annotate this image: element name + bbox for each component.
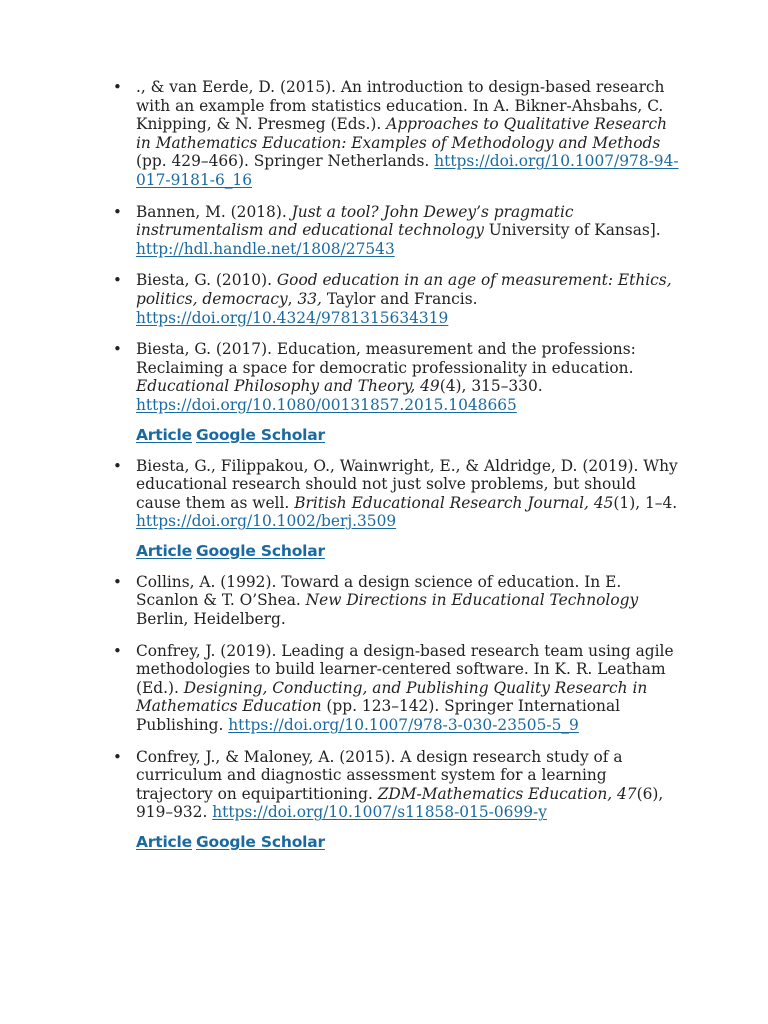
reference-journal: Educational Philosophy and Theory, 49 <box>136 377 440 396</box>
reference-journal: British Educational Research Journal, 45 <box>294 493 614 512</box>
reference-text: Biesta, G. (2017). Education, measurement and the professions: Reclaiming a space for democratic professionality in education. <box>136 340 636 377</box>
article-link[interactable]: Article <box>136 425 192 444</box>
doi-link[interactable]: https://doi.org/10.1007/978-94-017-9181-6_16 <box>136 152 679 189</box>
article-link[interactable]: Article <box>136 833 192 851</box>
reference-text: Biesta, G. (2010). <box>136 271 277 290</box>
doi-link[interactable]: https://doi.org/10.1007/978-3-030-23505-5_9 <box>228 716 579 735</box>
google-scholar-link[interactable]: Google Scholar <box>195 541 325 560</box>
article-link[interactable]: Article <box>136 541 192 560</box>
reference-text: (pp. 123–142). Springer International Publishing. <box>136 697 621 735</box>
reference-item <box>136 78 681 190</box>
reference-text: Bannen, M. (2018). <box>136 202 292 221</box>
reference-title: New Directions in Educational Technology <box>305 591 639 610</box>
reference-item <box>136 340 681 414</box>
doi-link[interactable]: https://doi.org/10.1080/00131857.2015.1048665 <box>136 395 517 414</box>
reference-item <box>136 573 681 629</box>
doi-link[interactable]: https://doi.org/10.4324/9781315634319 <box>136 308 449 327</box>
reference-text: University of Kansas]. <box>483 221 661 240</box>
reference-volume: 33, <box>297 289 322 308</box>
reference-item <box>136 642 681 735</box>
reference-text: Berlin, Heidelberg. <box>136 610 286 629</box>
reference-item <box>136 748 681 822</box>
reference-item <box>136 203 681 259</box>
google-scholar-link[interactable]: Google Scholar <box>195 425 325 444</box>
reference-text: Confrey, J. (2019). Leading a design-based research team using agile methodologies to build learner-centered software. In K. R. Leatham (Ed.). <box>136 641 674 697</box>
doi-link[interactable]: https://doi.org/10.1007/s11858-015-0699-y <box>212 803 547 822</box>
reference-text: Biesta, G., Filippakou, O., Wainwright, E., & Aldridge, D. (2019). Why educational research should not just solve problems, but should cause them as well. <box>136 456 678 512</box>
reference-text: Confrey, J., & Maloney, A. (2015). A design research study of a curriculum and diagnostic assessment system for a learning trajectory on equipartitioning. <box>136 747 623 803</box>
reference-text: ., & van Eerde, D. (2015). An introduction to design-based research with an example from statistics education. In A. Bikner-Ahsbahs, C. Knipping, & N. Presmeg (Eds.). <box>136 78 665 134</box>
reference-item <box>136 457 681 531</box>
handle-link[interactable]: http://hdl.handle.net/1808/27543 <box>136 239 395 258</box>
reference-item <box>136 271 681 327</box>
reference-text: Collins, A. (1992). Toward a design science of education. In E. Scanlon & T. O’Shea. <box>136 572 622 610</box>
reference-text: , <box>287 289 298 308</box>
reference-title: Designing, Conducting, and Publishing Quality Research in Mathematics Education <box>136 678 648 716</box>
reference-title: Approaches to Qualitative Research in Mathematics Education: Examples of Methodology and Methods <box>136 115 668 152</box>
reference-actions <box>136 833 681 851</box>
reference-actions <box>136 426 681 444</box>
reference-text: (6), 919–932. <box>136 784 664 822</box>
reference-journal: ZDM-Mathematics Education, 47 <box>377 784 637 803</box>
reference-actions <box>136 542 681 560</box>
reference-text: Taylor and Francis. <box>321 289 478 308</box>
reference-title: Just a tool? John Dewey’s pragmatic instrumentalism and educational technology <box>136 202 574 240</box>
reference-title: Good education in an age of measurement: Ethics, politics, democracy <box>136 271 672 308</box>
doi-link[interactable]: https://doi.org/10.1002/berj.3509 <box>136 512 397 531</box>
reference-text: (4), 315–330. <box>439 377 543 396</box>
reference-list <box>136 78 681 864</box>
reference-text: (pp. 429–466). Springer Netherlands. <box>136 152 435 171</box>
reference-text: (1), 1–4. <box>613 493 678 512</box>
google-scholar-link[interactable]: Google Scholar <box>195 833 325 851</box>
